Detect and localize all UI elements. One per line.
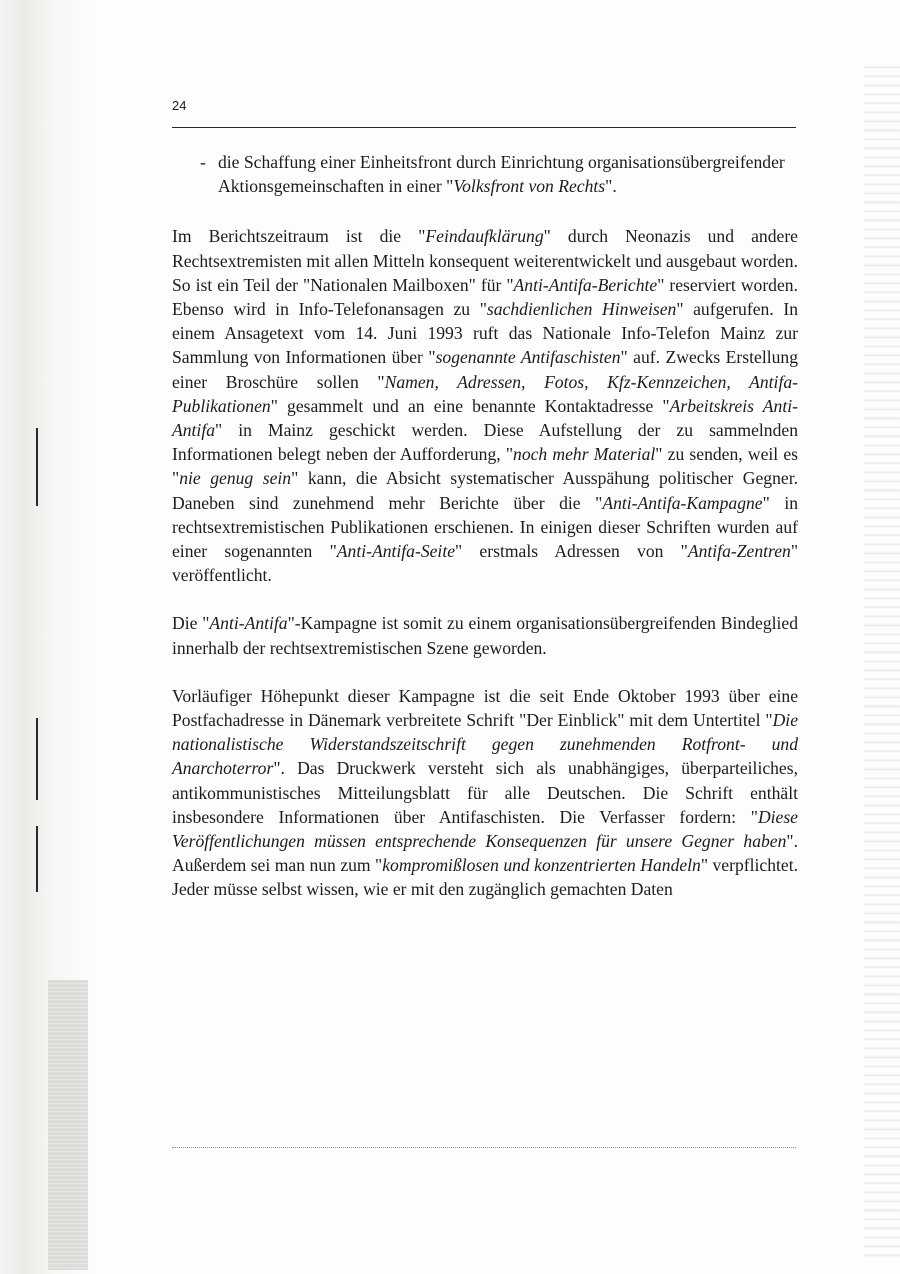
emphasis: Antifa-Zentren	[687, 541, 791, 562]
text-run: Im Berichtszeitraum ist die "	[172, 226, 426, 247]
paragraph-feindaufklaerung	[172, 224, 798, 587]
list-item-text: ".	[605, 176, 617, 197]
text-run: " reserviert worden. Ebenso wird in Info-Telefonansagen zu "	[172, 274, 798, 320]
emphasis: Anti-Antifa-Berichte	[513, 274, 658, 295]
footer-rule	[172, 1147, 796, 1148]
emphasis: nie genug sein	[179, 468, 292, 489]
text-run: ". Außerdem sei man nun zum "	[172, 831, 798, 876]
header-rule	[172, 127, 796, 128]
emphasis: sogenannte Antifaschisten	[435, 347, 621, 368]
text-run: Die "	[172, 613, 210, 634]
paragraph-einblick	[172, 684, 798, 902]
margin-mark	[36, 718, 38, 800]
emphasis: kompromißlosen und konzentrierten Handeln	[382, 855, 701, 876]
emphasis: Feindaufklärung	[425, 226, 544, 247]
emphasis: Namen, Adressen, Fotos, Kfz-Kennzeichen, Antifa-Publikationen	[172, 371, 798, 416]
text-run: ". Das Druckwerk versteht sich als unabhängiges, überparteiliches, antikommunistisches Mitteilungsblatt für alle Deutschen. Die Schrift enthält insbesondere Informationen über Antifaschisten. Die Verfasser fordern: "	[172, 758, 798, 827]
text-run: " verpflichtet. Jeder müsse selbst wissen, wie er mit den zugänglich gemachten Daten	[172, 855, 798, 900]
scan-shadow-right	[864, 60, 900, 1260]
list-item-text: die Schaffung einer Einheitsfront durch Einrichtung organisationsübergreifender Aktionsgemeinschaften in einer "	[218, 152, 785, 197]
text-run: " durch Neonazis und andere Rechtsextremisten mit allen Mitteln konsequent weiterentwickelt und ausgebaut worden. So ist ein Teil der "Nationalen Mailboxen" für "	[172, 226, 798, 295]
text-run: " in rechtsextremistischen Publikationen erschienen. In einigen dieser Schriften wurden auf einer sogenannten "	[172, 492, 799, 562]
emphasis: Arbeitskreis Anti-Antifa	[172, 395, 798, 441]
text-run: " erstmals Adressen von "	[455, 541, 688, 562]
emphasis: Anti-Antifa-Kampagne	[602, 492, 763, 513]
emphasis: noch mehr Material	[513, 444, 656, 465]
margin-mark	[36, 428, 38, 506]
page-number: 24	[172, 98, 187, 113]
emphasis: Diese Veröffentlichungen müssen entsprechende Konsequenzen für unsere Gegner haben	[172, 806, 798, 852]
scan-shadow-left	[0, 0, 96, 1274]
emphasis: Anti-Antifa	[209, 613, 288, 634]
emphasis: sachdienlichen Hinweisen	[486, 299, 677, 320]
text-run: " aufgerufen. In einem Ansagetext vom 14. Juni 1993 ruft das Nationale Info-Telefon Mainz zur Sammlung von Informationen über "	[172, 299, 798, 368]
text-run: Vorläufiger Höhepunkt dieser Kampagne ist die seit Ende Oktober 1993 über eine Postfachadresse in Dänemark verbreitete Schrift "Der Einblick" mit dem Untertitel "	[172, 685, 798, 731]
margin-mark	[36, 826, 38, 892]
emphasis: Volksfront von Rechts	[453, 176, 606, 197]
list-dash: -	[200, 152, 206, 172]
text-run: " gesammelt und an eine benannte Kontaktadresse "	[270, 395, 670, 416]
text-run: " auf. Zwecks Erstellung einer Broschüre sollen "	[172, 347, 798, 392]
text-run: "-Kampagne ist somit zu einem organisationsübergreifenden Bindeglied innerhalb der rechtsextremistischen Szene geworden.	[172, 613, 798, 658]
emphasis: Anti-Antifa-Seite	[336, 541, 456, 562]
text-run: " kann, die Absicht systematischer Ausspähung politischer Gegner. Daneben sind zunehmend mehr Berichte über die "	[172, 468, 798, 513]
paragraph-anti-antifa	[172, 611, 798, 659]
text-run: " in Mainz geschickt werden. Diese Aufstellung der zu sammelnden Informationen belegt neben der Aufforderung, "	[172, 420, 798, 465]
body-text	[172, 150, 798, 926]
text-run: " zu senden, weil es "	[172, 444, 798, 489]
text-run: " veröffentlicht.	[172, 541, 798, 586]
emphasis: Die nationalistische Widerstandszeitschrift gegen zunehmenden Rotfront- und Anarchoterror	[172, 710, 798, 779]
list-item	[172, 150, 798, 198]
